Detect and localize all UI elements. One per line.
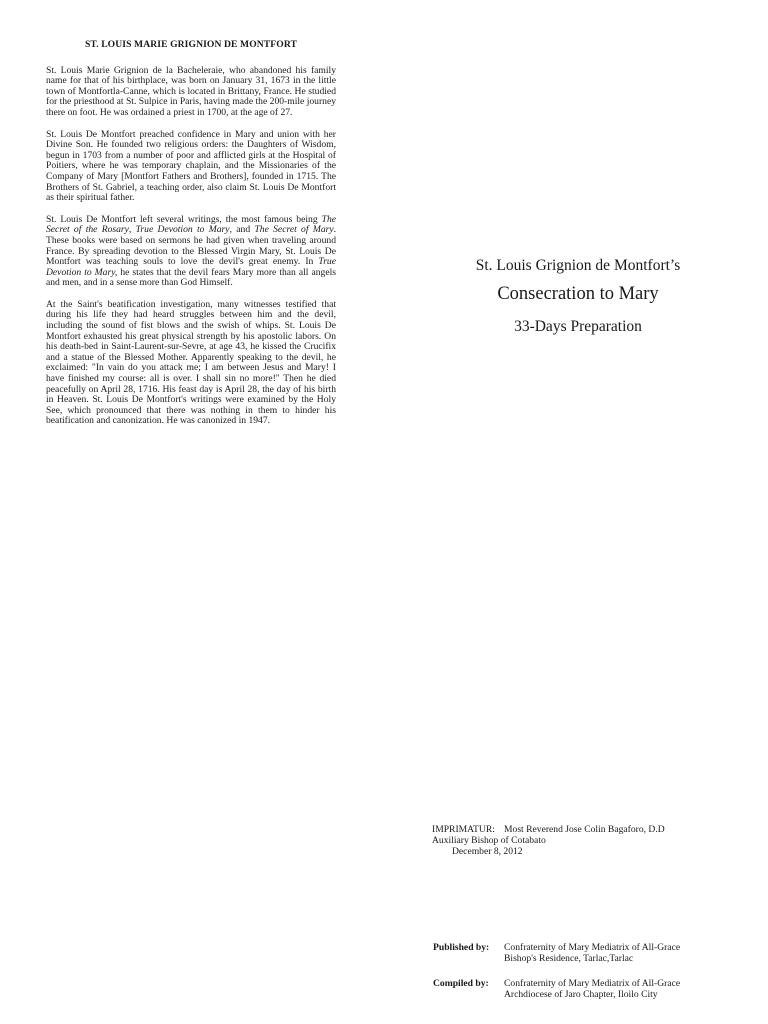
paragraph-3-text: he states that the devil fears Mary more than all angels and men, and in a sense more than God Himself. (46, 266, 336, 289)
imprimatur-row (432, 824, 732, 835)
biography-column (46, 40, 336, 438)
cover-title-line-2: Consecration to Mary (497, 284, 659, 304)
published-by-label: Published by: (433, 942, 490, 953)
imprimatur-block (432, 824, 732, 857)
published-by-block (433, 942, 733, 964)
book-title-true-devotion: True Devotion to Mary (135, 224, 230, 236)
biography-paragraph-1: St. Louis Marie Grignion de la Bacheleraie, who abandoned his family name for that of his birthplace, was born on January 31, 1673 in the little town of Montfortla-Canne, which is located in Brittany, France. He studied for the priesthood at St. Sulpice in Paris, having made the 200-mile journey there on foot. He was ordained a priest in 1700, at the age of 27. (46, 64, 336, 118)
imprimatur-date: December 8, 2012 (452, 846, 523, 857)
published-by-line-1: Confraternity of Mary Mediatrix of All-Grace (504, 942, 681, 953)
paragraph-3-separator: , and (229, 224, 255, 236)
compiled-by-label: Compiled by: (433, 978, 489, 989)
compiled-by-block (433, 978, 733, 1000)
imprimatur-title: Auxiliary Bishop of Cotabato (432, 835, 546, 846)
paragraph-3-separator: , (128, 224, 136, 236)
compiled-by-line-2: Archdiocese of Jaro Chapter, Iloilo City (504, 989, 658, 1000)
published-by-value (504, 942, 733, 964)
published-by-row (433, 942, 733, 964)
biography-paragraph-4: At the Saint's beatification investigation, many witnesses testified that during his life they had heard struggles between him and the devil, including the sound of fist blows and the swish of whips. St. Louis De Montfort exhausted his great physical strength by his apostolic labors. On his death-bed in Saint-Laurent-sur-Sevre, at age 43, he kissed the Crucifix and a statue of the Blessed Mother. Apparently speaking to the devil, he exclaimed: "In vain do you attack me; I am between Jesus and Mary! I have finished my course: all is over. I shall sin no more!" Then he died peacefully on April 28, 1716. His feast day is April 28, the day of his birth in Heaven. St. Louis De Montfort's writings were examined by the Holy See, which pronounced that there was nothing in them to hinder his beatification and canonization. He was canonized in 1947. (46, 298, 336, 427)
imprimatur-name: Most Reverend Jose Colin Bagaforo, D.D (504, 824, 665, 835)
book-title-secret-of-mary: The Secret of Mary (254, 224, 334, 236)
book-title-secret-of-rosary: The Secret of the Rosary (46, 213, 336, 236)
cover-subtitle: 33-Days Preparation (514, 318, 642, 335)
compiled-by-line-1: Confraternity of Mary Mediatrix of All-Grace (504, 978, 681, 989)
compiled-by-row (433, 978, 733, 1000)
paragraph-3-text: St. Louis De Montfort left several writings, the most famous being (46, 213, 322, 225)
biography-title: ST. LOUIS MARIE GRIGNION DE MONTFORT (84, 39, 298, 50)
biography-paragraph-3 (46, 215, 336, 289)
published-by-line-2: Bishop's Residence, Tarlac,Tarlac (504, 953, 634, 964)
imprimatur-label: IMPRIMATUR: (432, 824, 495, 835)
cover-title-line-1: St. Louis Grignion de Montfort’s (475, 257, 681, 274)
biography-paragraph-2: St. Louis De Montfort preached confidence in Mary and union with her Divine Son. He founded two religious orders: the Daughters of Wisdom, begun in 1703 from a number of poor and afflicted girls at the Hospital of Poitiers, where he was temporary chaplain, and the Missionaries of the Company of Mary [Montfort Fathers and Brothers], founded in 1715. The Brothers of St. Gabriel, a teaching order, also claim St. Louis De Montfort as their spiritual father. (46, 128, 336, 204)
paragraph-3-text: . These books were based on sermons he had given when traveling around France. By spreading devotion to the Blessed Virgin Mary, St. Louis De Montfort was teaching souls to love the devil's great enemy. In (46, 224, 337, 268)
compiled-by-value (504, 978, 733, 1000)
book-title-true-devotion-ref: True Devotion to Mary, (46, 256, 336, 278)
